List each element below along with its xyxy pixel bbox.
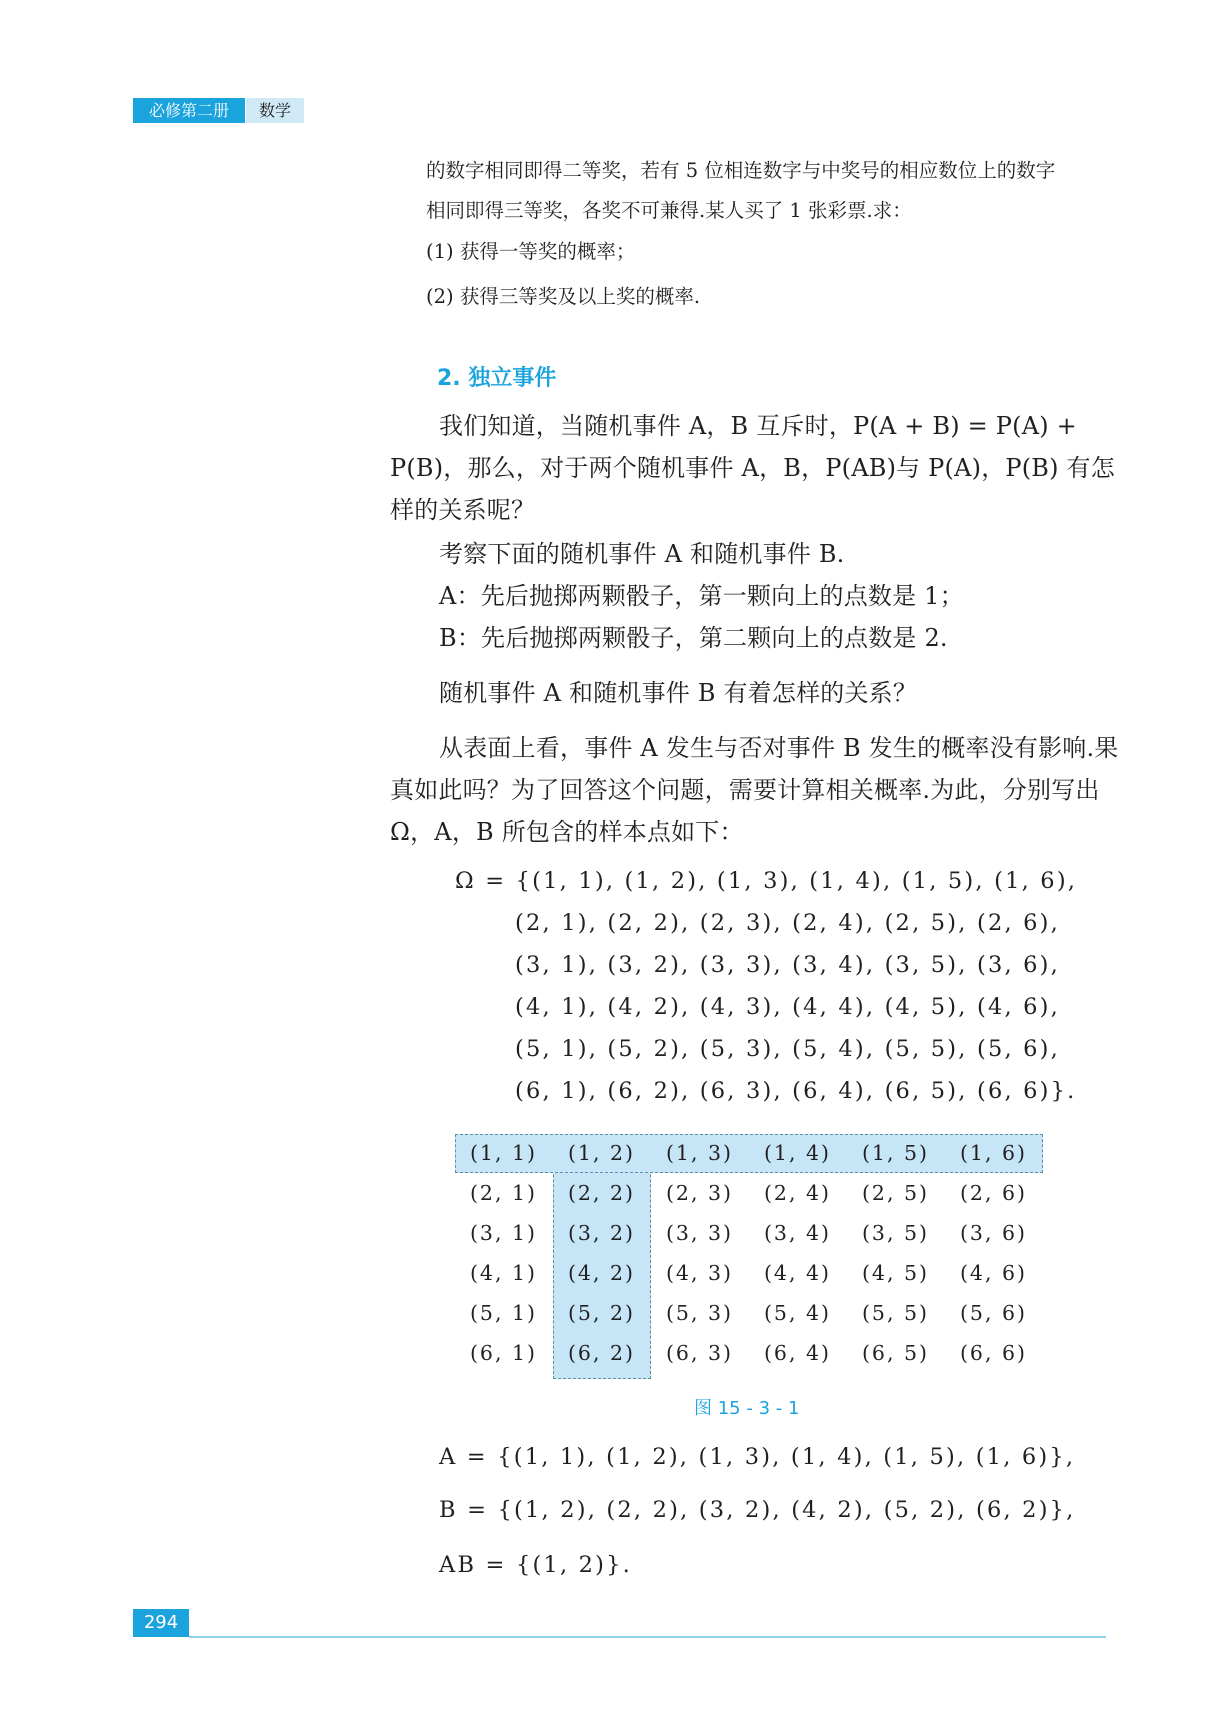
grid-cell: (6, 6) bbox=[959, 1341, 1028, 1365]
omega-line: Ω = {(1, 1), (1, 2), (1, 3), (1, 4), (1, 5), (1, 6), bbox=[455, 868, 1078, 894]
section-title: 2. 独立事件 bbox=[437, 366, 557, 391]
grid-cell: (5, 5) bbox=[861, 1301, 930, 1325]
grid-cell: (1, 4) bbox=[763, 1141, 832, 1165]
grid-cell: (3, 5) bbox=[861, 1221, 930, 1245]
grid-cell: (2, 1) bbox=[469, 1181, 538, 1205]
grid-cell: (3, 4) bbox=[763, 1221, 832, 1245]
footer-rule bbox=[189, 1636, 1106, 1638]
grid-cell: (3, 3) bbox=[665, 1221, 734, 1245]
subject-label: 数学 bbox=[246, 98, 304, 123]
grid-cell: (1, 1) bbox=[469, 1141, 538, 1165]
figure-caption: 图 15 - 3 - 1 bbox=[694, 1398, 800, 1419]
grid-cell: (3, 1) bbox=[469, 1221, 538, 1245]
set-b-line: B = {(1, 2), (2, 2), (3, 2), (4, 2), (5, 2), (6, 2)}, bbox=[439, 1497, 1076, 1523]
grid-cell: (6, 3) bbox=[665, 1341, 734, 1365]
grid-cell: (2, 2) bbox=[567, 1181, 636, 1205]
grid-cell: (4, 3) bbox=[665, 1261, 734, 1285]
book-label: 必修第二册 bbox=[133, 98, 245, 123]
paragraph-line: 真如此吗？为了回答这个问题，需要计算相关概率.为此，分别写出 bbox=[390, 776, 1100, 804]
grid-cell: (1, 3) bbox=[665, 1141, 734, 1165]
omega-line: (3, 1), (3, 2), (3, 3), (3, 4), (3, 5), (3, 6), bbox=[515, 952, 1061, 978]
paragraph-line: Ω，A，B 所包含的样本点如下： bbox=[390, 818, 744, 846]
grid-cell: (1, 5) bbox=[861, 1141, 930, 1165]
grid-cell: (5, 4) bbox=[763, 1301, 832, 1325]
omega-line: (6, 1), (6, 2), (6, 3), (6, 4), (6, 5), (6, 6)}. bbox=[515, 1078, 1077, 1104]
omega-line: (2, 1), (2, 2), (2, 3), (2, 4), (2, 5), (2, 6), bbox=[515, 910, 1061, 936]
grid-cell: (6, 2) bbox=[567, 1341, 636, 1365]
grid-cell: (4, 6) bbox=[959, 1261, 1028, 1285]
grid-cell: (4, 2) bbox=[567, 1261, 636, 1285]
omega-line: (5, 1), (5, 2), (5, 3), (5, 4), (5, 5), (5, 6), bbox=[515, 1036, 1061, 1062]
grid-cell: (2, 4) bbox=[763, 1181, 832, 1205]
grid-cell: (2, 5) bbox=[861, 1181, 930, 1205]
paragraph-line: P(B)，那么，对于两个随机事件 A，B，P(AB)与 P(A)，P(B) 有怎 bbox=[390, 454, 1115, 482]
grid-cell: (1, 6) bbox=[959, 1141, 1028, 1165]
grid-cell: (2, 3) bbox=[665, 1181, 734, 1205]
paragraph-line: 从表面上看，事件 A 发生与否对事件 B 发生的概率没有影响.果 bbox=[439, 734, 1119, 762]
grid-cell: (3, 6) bbox=[959, 1221, 1028, 1245]
grid-cell: (1, 2) bbox=[567, 1141, 636, 1165]
grid-cell: (3, 2) bbox=[567, 1221, 636, 1245]
problem-line: 相同即得三等奖，各奖不可兼得.某人买了 1 张彩票.求： bbox=[426, 199, 912, 222]
set-a-line: A = {(1, 1), (1, 2), (1, 3), (1, 4), (1, 5), (1, 6)}, bbox=[439, 1444, 1076, 1470]
grid-cell: (4, 4) bbox=[763, 1261, 832, 1285]
grid-cell: (4, 5) bbox=[861, 1261, 930, 1285]
grid-cell: (5, 6) bbox=[959, 1301, 1028, 1325]
grid-cell: (4, 1) bbox=[469, 1261, 538, 1285]
grid-cell: (5, 1) bbox=[469, 1301, 538, 1325]
grid-cell: (5, 3) bbox=[665, 1301, 734, 1325]
paragraph-line: B：先后抛掷两颗骰子，第二颗向上的点数是 2. bbox=[439, 624, 948, 652]
grid-cell: (6, 1) bbox=[469, 1341, 538, 1365]
problem-line: (2) 获得三等奖及以上奖的概率. bbox=[426, 285, 701, 308]
paragraph-line: 样的关系呢？ bbox=[390, 496, 536, 524]
grid-cell: (2, 6) bbox=[959, 1181, 1028, 1205]
omega-line: (4, 1), (4, 2), (4, 3), (4, 4), (4, 5), (4, 6), bbox=[515, 994, 1061, 1020]
paragraph-line: 考察下面的随机事件 A 和随机事件 B. bbox=[439, 540, 845, 568]
grid-cell: (5, 2) bbox=[567, 1301, 636, 1325]
paragraph-line: A：先后抛掷两颗骰子，第一颗向上的点数是 1； bbox=[439, 582, 964, 610]
problem-line: 的数字相同即得二等奖，若有 5 位相连数字与中奖号的相应数位上的数字 bbox=[426, 159, 1056, 182]
problem-line: (1) 获得一等奖的概率； bbox=[426, 240, 636, 263]
paragraph-line: 随机事件 A 和随机事件 B 有着怎样的关系？ bbox=[439, 679, 918, 707]
page-number: 294 bbox=[133, 1609, 189, 1637]
grid-cell: (6, 5) bbox=[861, 1341, 930, 1365]
grid-cell: (6, 4) bbox=[763, 1341, 832, 1365]
paragraph-line: 我们知道，当随机事件 A，B 互斥时，P(A + B) = P(A) + bbox=[439, 412, 1077, 440]
set-ab-line: AB = {(1, 2)}. bbox=[439, 1552, 633, 1578]
